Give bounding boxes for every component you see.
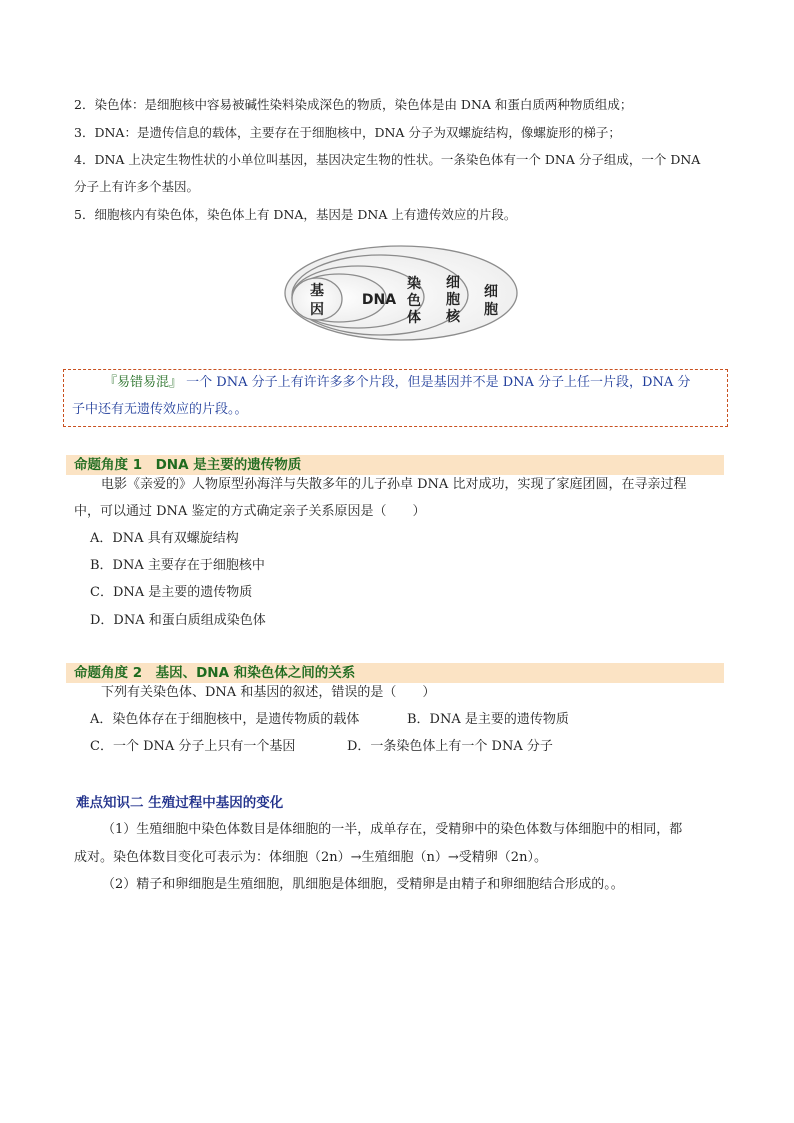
- gene-dna-chromosome-nucleus-cell-diagram: [284, 244, 520, 344]
- angle1-option-a: A．DNA 具有双螺旋结构: [90, 531, 239, 546]
- knowledge-item-4-line2: 分子上有许多个基因。: [74, 179, 200, 194]
- knowledge-item-4-line1: 4．DNA 上决定生物性状的小单位叫基因，基因决定生物的性状。一条染色体有一个 DNA 分子组成，一个 DNA: [74, 152, 701, 167]
- angle1-title: 命题角度 1 DNA 是主要的遗传物质: [74, 457, 302, 473]
- angle1-stem-line2: 中，可以通过 DNA 鉴定的方式确定亲子关系原因是（ ）: [74, 504, 426, 519]
- nucleus-label: 胞: [446, 292, 460, 308]
- angle2-option-c: C．一个 DNA 分子上只有一个基因: [90, 739, 296, 754]
- tip-line-1: [104, 374, 690, 392]
- angle2-title: 命题角度 2 基因、DNA 和染色体之间的关系: [74, 665, 356, 681]
- chromosome-label: 体: [407, 310, 421, 326]
- dna-label: DNA: [361, 292, 397, 308]
- hard-knowledge-title: 难点知识二 生殖过程中基因的变化: [76, 795, 284, 811]
- chromosome-label: 染: [407, 276, 421, 292]
- hard-p1-line2: 成对。染色体数目变化可表示为：体细胞（2n）→生殖细胞（n）→受精卵（2n）。: [74, 850, 547, 865]
- angle2-option-a: A．染色体存在于细胞核中，是遗传物质的载体: [90, 712, 360, 727]
- gene-label: 因: [310, 302, 324, 318]
- knowledge-item-2: 2．染色体：是细胞核中容易被碱性染料染成深色的物质，染色体是由 DNA 和蛋白质两种物质组成；: [74, 97, 633, 112]
- hard-p2: （2）精子和卵细胞是生殖细胞，肌细胞是体细胞，受精卵是由精子和卵细胞结合形成的。。: [102, 877, 624, 892]
- cell-label: 细: [484, 284, 498, 300]
- nucleus-label: 细: [446, 275, 460, 291]
- tip-line-2: 子中还有无遗传效应的片段。。: [72, 402, 248, 417]
- cell-label: 胞: [484, 302, 498, 318]
- angle1-option-d: D．DNA 和蛋白质组成染色体: [90, 613, 266, 628]
- knowledge-item-5: 5．细胞核内有染色体，染色体上有 DNA，基因是 DNA 上有遗传效应的片段。: [74, 207, 517, 222]
- angle2-stem: 下列有关染色体、DNA 和基因的叙述，错误的是（ ）: [101, 685, 436, 700]
- angle1-stem-line1: 电影《亲爱的》人物原型孙海洋与失散多年的儿子孙卓 DNA 比对成功，实现了家庭团圆，在寻亲过程: [101, 477, 687, 492]
- angle1-option-c: C．DNA 是主要的遗传物质: [90, 585, 253, 600]
- tip-text: 一个 DNA 分子上有许许多多个片段，但是基因并不是 DNA 分子上任一片段，DNA 分: [182, 375, 691, 390]
- chromosome-label: 色: [407, 293, 421, 309]
- angle2-option-d: D．一条染色体上有一个 DNA 分子: [347, 739, 553, 754]
- gene-label: 基: [310, 283, 324, 299]
- hard-p1-line1: （1）生殖细胞中染色体数目是体细胞的一半，成单存在，受精卵中的染色体数与体细胞中的相同，都: [102, 822, 683, 837]
- nucleus-label: 核: [446, 309, 460, 325]
- tip-label: 『易错易混』: [104, 375, 183, 390]
- angle2-option-b: B．DNA 是主要的遗传物质: [407, 712, 569, 727]
- angle1-option-b: B．DNA 主要存在于细胞核中: [90, 558, 265, 573]
- knowledge-item-3: 3．DNA：是遗传信息的载体，主要存在于细胞核中，DNA 分子为双螺旋结构，像螺旋形的梯子；: [74, 125, 621, 140]
